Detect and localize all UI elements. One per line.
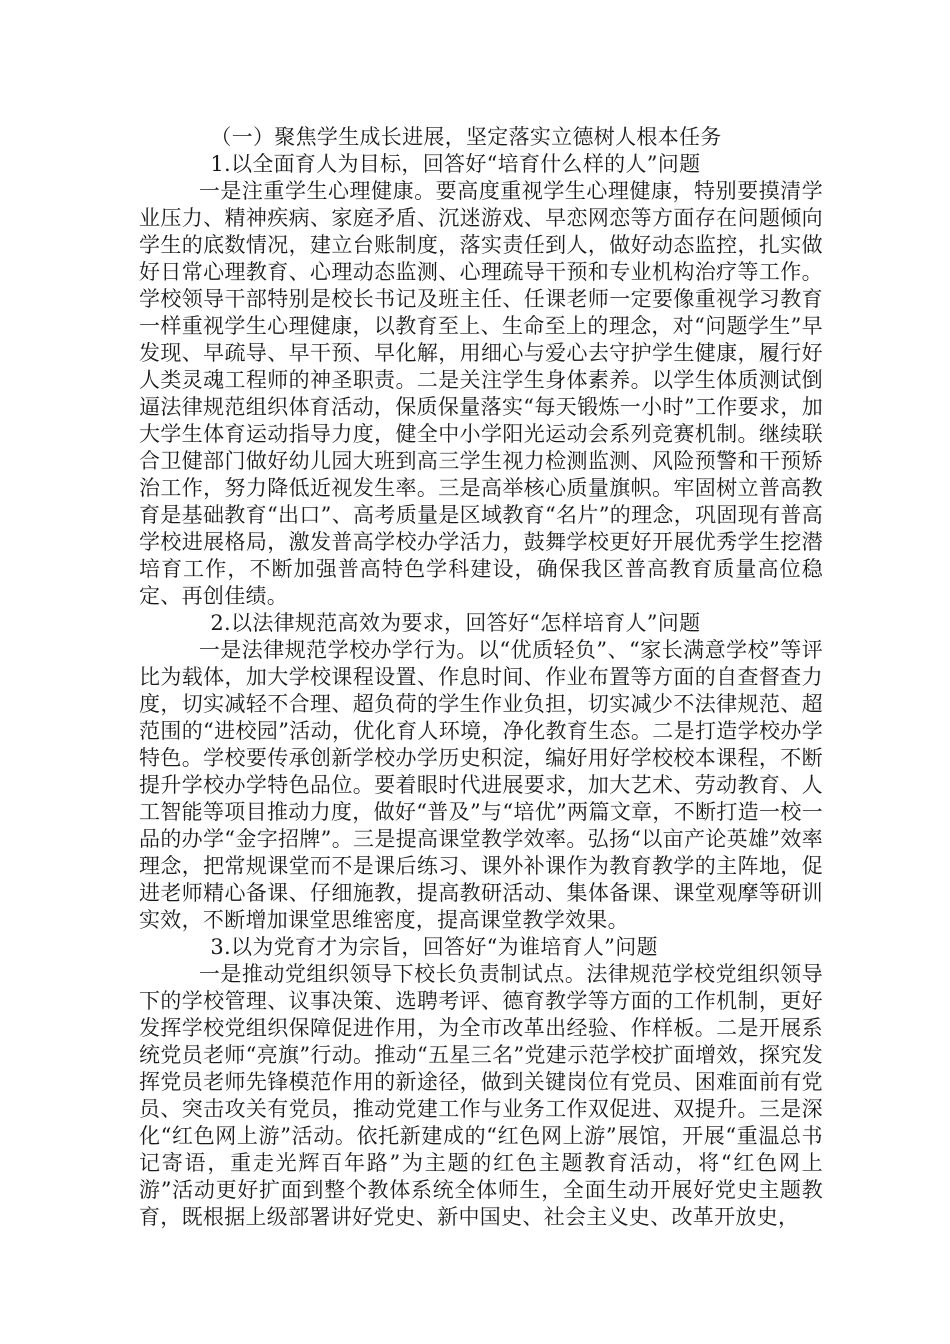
heading-3: 3.以为党育才为宗旨，回答好“为谁培育人”问题 (210, 935, 658, 959)
heading-2: 2.以法律规范高效为要求，回答好“怎样培育人”问题 (210, 611, 701, 635)
paragraph-3: 一是推动党组织领导下校长负责制试点。法律规范学校党组织领导下的学校管理、议事决策、选聘考评、德育教学等方面的工作机制，更好发挥学校党组织保障促进作用，为全市改革出经验、作样板。二是开展系统党员老师“亮旗”行动。推动“五星三名”党建示范学校扩面增效，探究发挥党员老师先锋模范作用的新途径，做到关键岗位有党员、困难面前有党员、突击攻关有党员，推动党建工作与业务工作双促进、双提升。三是深化“红色网上游”活动。依托新建成的“红色网上游”展馆，开展“重温总书记寄语，重走光辉百年路”为主题的红色主题教育活动，将“红色网上游”活动更好扩面到整个教体系统全体师生，全面生动开展好党史主题教育，既根据上级部署讲好党史、新中国史、社会主义史、改革开放史， (139, 962, 823, 1229)
paragraph-2: 一是法律规范学校办学行为。以“优质轻负”、“家长满意学校”等评比为载体，加大学校课程设置、作息时间、作业布置等方面的自查督查力度，切实减轻不合理、超负荷的学生作业负担，切实减少不法律规范、超范围的“进校园”活动，优化育人环境，净化教育生态。二是打造学校办学特色。学校要传承创新学校办学历史积淀，编好用好学校校本课程，不断提升学校办学特色品位。要着眼时代进展要求，加大艺术、劳动教育、人工智能等项目推动力度，做好“普及”与“培优”两篇文章，不断打造一校一品的办学“金字招牌”。三是提高课堂教学效率。弘扬“以亩产论英雄”效率理念，把常规课堂而不是课后练习、课外补课作为教育教学的主阵地，促进老师精心备课、仔细施教，提高教研活动、集体备课、课堂观摩等研训实效，不断增加课堂思维密度，提高课堂教学效果。 (139, 638, 823, 932)
paragraph-1: 一是注重学生心理健康。要高度重视学生心理健康，特别要摸清学业压力、精神疾病、家庭矛盾、沉迷游戏、早恋网恋等方面存在问题倾向学生的底数情况，建立台账制度，落实责任到人，做好动态监控，扎实做好日常心理教育、心理动态监测、心理疏导干预和专业机构治疗等工作。学校领导干部特别是校长书记及班主任、任课老师一定要像重视学习教育一样重视学生心理健康，以教育至上、生命至上的理念，对“问题学生”早发现、早疏导、早干预、早化解，用细心与爱心去守护学生健康，履行好人类灵魂工程师的神圣职责。二是关注学生身体素养。以学生体质测试倒逼法律规范组织体育活动，保质保量落实“每天锻炼一小时”工作要求，加大学生体育运动指导力度，健全中小学阳光运动会系列竞赛机制。继续联合卫健部门做好幼儿园大班到高三学生视力检测监测、风险预警和干预矫治工作，努力降低近视发生率。三是高举核心质量旗帜。牢固树立普高教育是基础教育“出口”、高考质量是区域教育“名片”的理念，巩固现有普高学校进展格局，激发普高学校办学活力，鼓舞学校更好开展优秀学生挖潜培育工作，不断加强普高特色学科建设，确保我区普高教育质量高位稳定、再创佳绩。 (139, 179, 823, 608)
heading-1: 1.以全面育人为目标，回答好“培育什么样的人”问题 (210, 152, 701, 176)
section-title: （一）聚焦学生成长进展，坚定落实立德树人根本任务 (210, 125, 722, 149)
document-body (139, 124, 823, 1231)
